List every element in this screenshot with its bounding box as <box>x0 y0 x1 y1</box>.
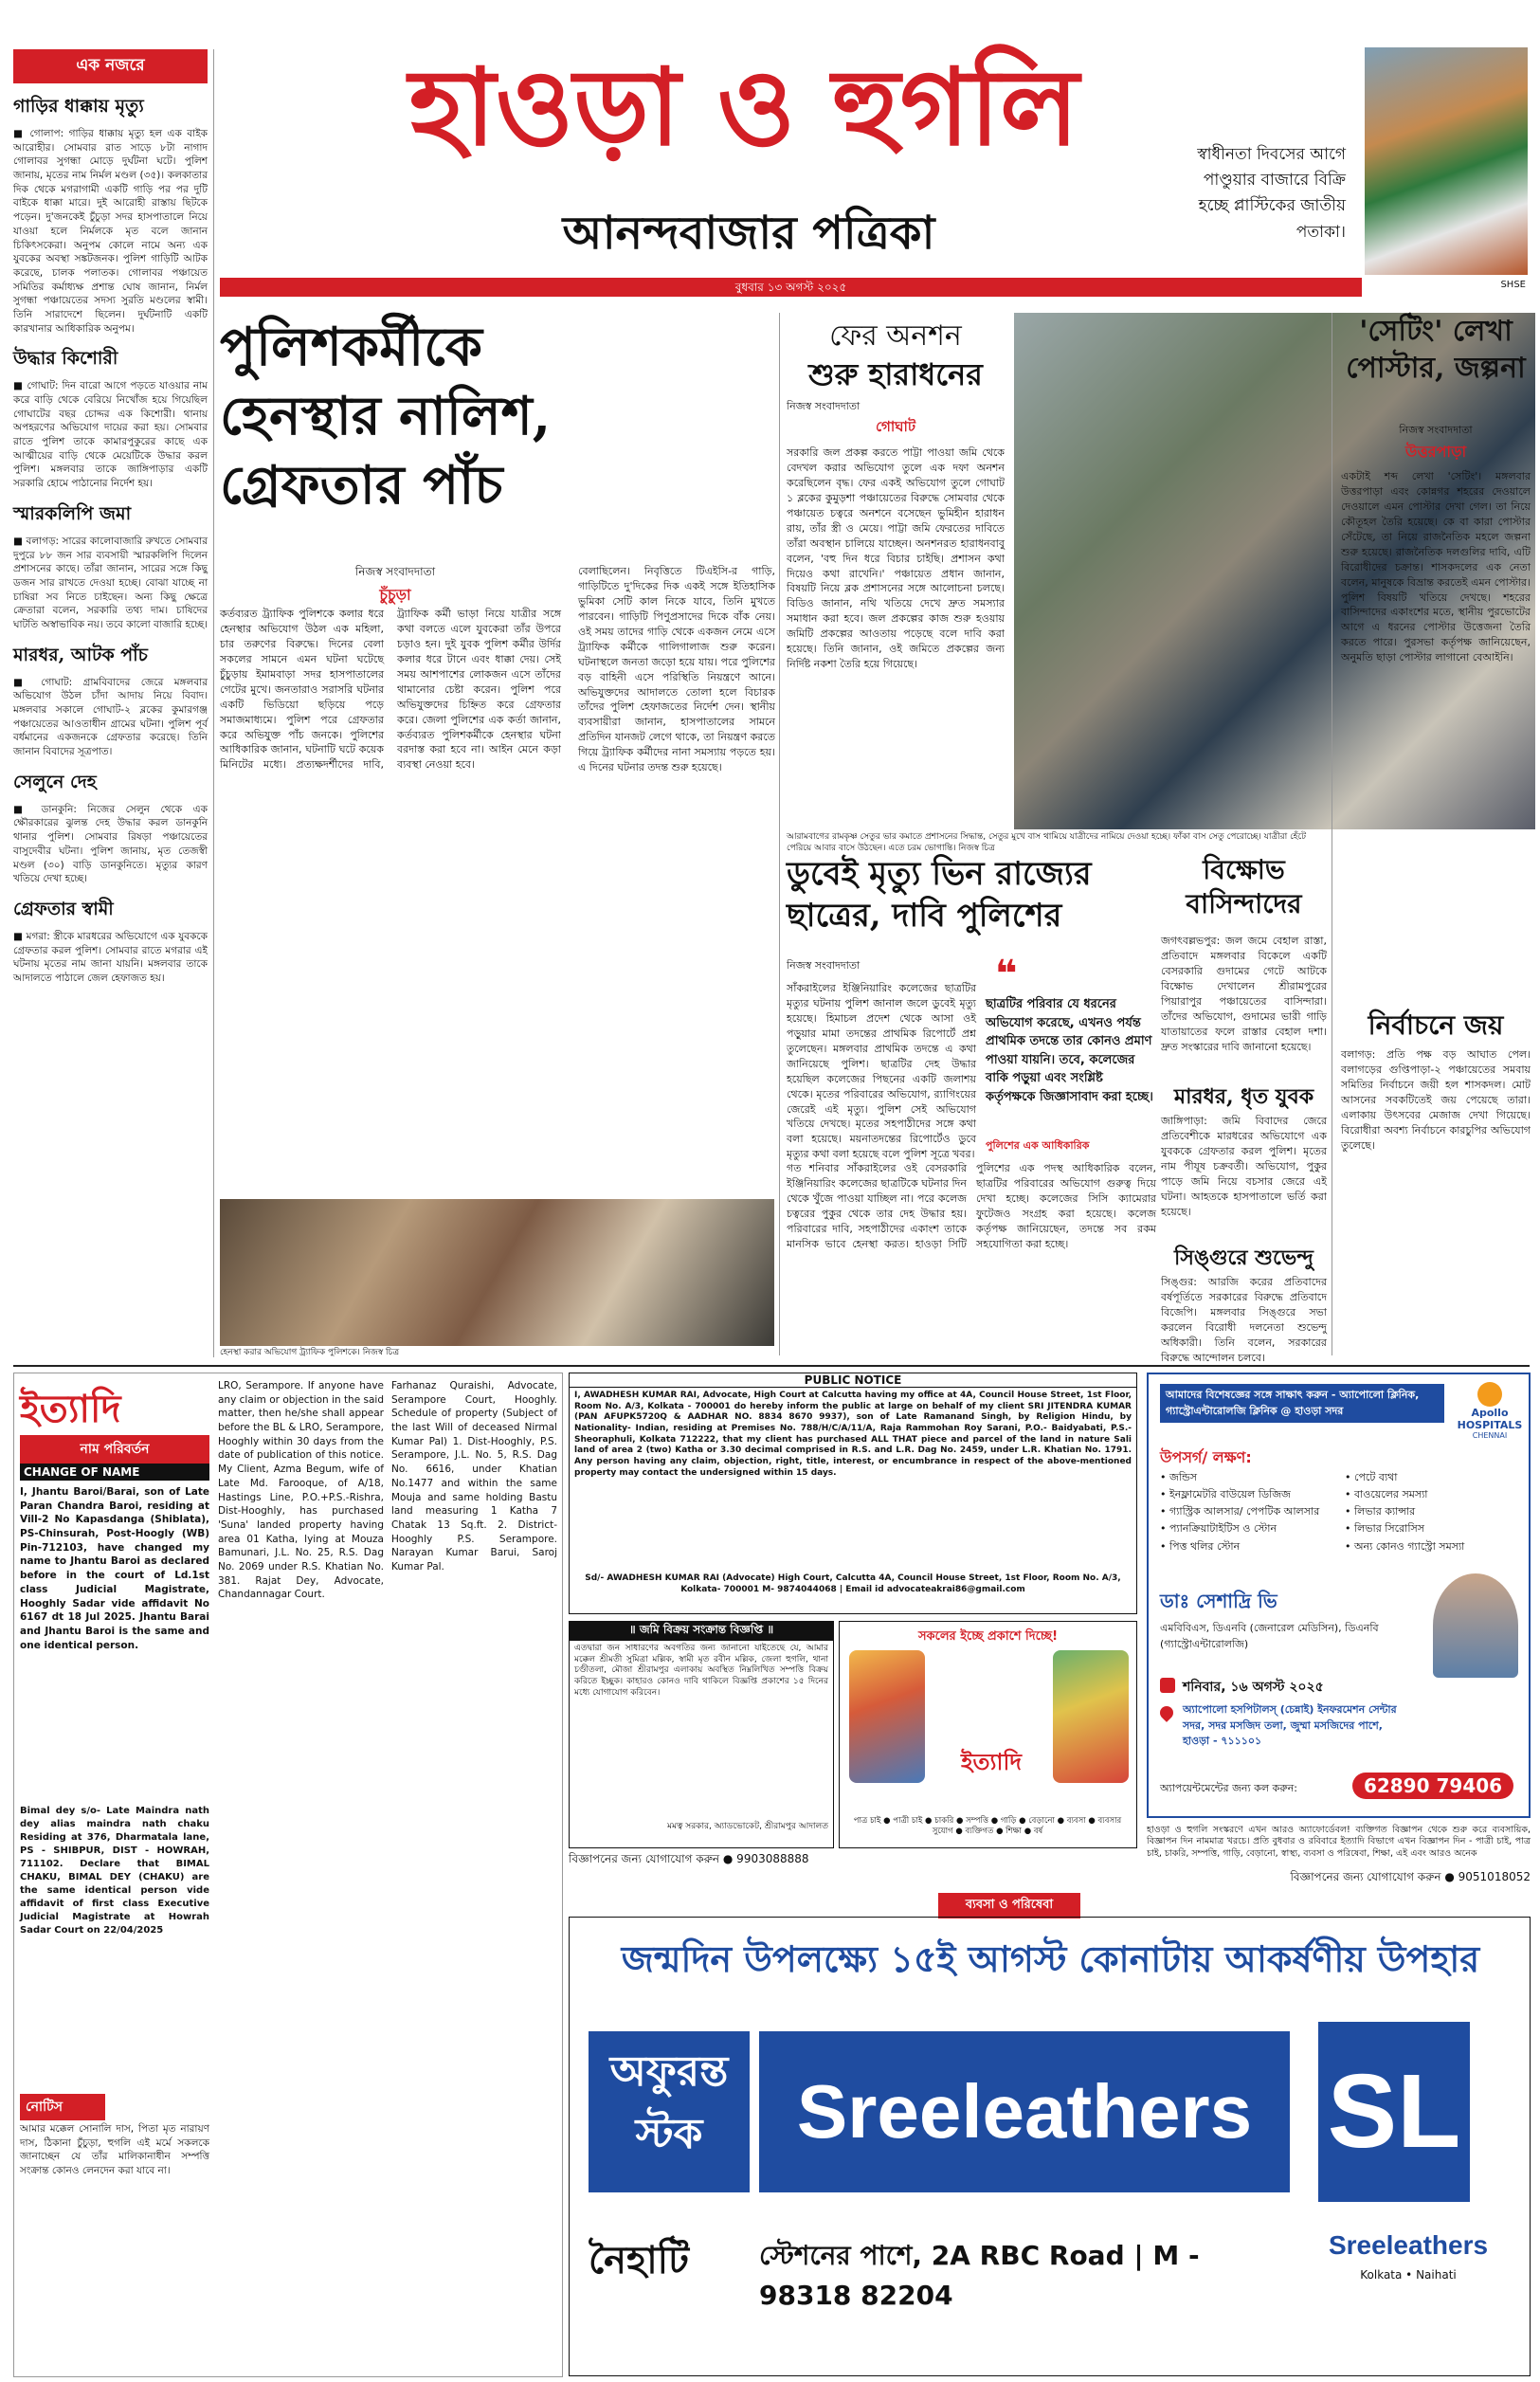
sreeleathers-logo-icon: SL <box>1318 2022 1470 2202</box>
symptom-item: • বাওয়েলের সমস্যা <box>1345 1488 1428 1501</box>
calendar-icon <box>1160 1678 1175 1693</box>
singur-headline: সিঙ্গুরে শুভেন্দু <box>1174 1246 1314 1270</box>
public-notice-body: I, AWADHESH KUMAR RAI, Advocate, High Court at Calcutta having my office at 4A, Council House Street, 1st Floor, Room No. A/3, Kolkata - 700001 do hereby inform the public at large on behalf of my client SRI JITENDRA KUMAR (PAN AFUPK5720Q & AADHAR NO. 8834 8670 9937), son of Late Ramanand Singh, by Religion Hindu, by Nationality- Indian, residing at Premises No. 788/H/C/A/11/A, Raja Rammohan Roy Sarani, P.O.- Baidyabati, P.S.- Sheoraphuli, Kolkata 712222, that my client has purchased ALL THAT piece and parcel of the land in nature Sali land of area 2 (two) Katha or 3.30 decimal comprised in R.S. and L.R. Dag No. 2459, under L.R. Khatian No. 1791. Any person having any claim, objection, right, title, interest, or encumbrance in respect of the above-mentioned property may contact the undersigned within 15 days. <box>574 1391 1132 1478</box>
apollo-brand: Apollo HOSPITALS <box>1457 1407 1523 1431</box>
divider <box>779 313 780 1355</box>
date-bar <box>220 278 1362 297</box>
sidebar-items <box>13 93 208 986</box>
symptom-item: • লিভার ক্যান্সার <box>1345 1505 1416 1518</box>
sreeleathers-phone: M - 98318 82204 <box>759 2240 1200 2311</box>
change-of-name-title: CHANGE OF NAME <box>20 1464 209 1481</box>
bridge-caption: আরামবাগের রামকৃষ্ণ সেতুর ভার কমাতে প্রশাসনের সিদ্ধান্ত, সেতুর মুখে বাস থামিয়ে যাত্রীদের নামিয়ে দেওয়া হচ্ছে। ফাঁকা বাস সেতু পেরোচ্ছে। যাত্রীরা হেঁটে পেরিয়ে আবার বাসে উঠছেন। এতে চরম ভোগান্তি। নিজস্ব চিত্র <box>787 832 1307 853</box>
apollo-symptoms-title: উপসর্গ/ লক্ষণ: <box>1160 1448 1252 1466</box>
symptom-item: • লিভার সিরোসিস <box>1345 1522 1425 1536</box>
dateline: গোঘাট <box>875 418 916 435</box>
etc-ad-headline: সকলের ইচ্ছে প্রকাশে দিচ্ছে! <box>917 1629 1059 1644</box>
land-notice-sign: মমত্ব সরকার, অ্যাডভোকেট, শ্রীরামপুর আদালত <box>667 1822 828 1831</box>
public-notice-sign: Sd/- AWADHESH KUMAR RAI (Advocate) High Court, Calcutta 4A, Council House Street, 1st Floor, Room No. A/3, Kolkata- 700001 M- 9874044068 | Email id advocateakrai86@gmail.com <box>585 1573 1121 1594</box>
sidebar-item-body: ■ গোলাপ: গাড়ির ধাক্কায় মৃত্যু হল এক বাইক আরোহীর। সোমবার রাত সাড়ে ৮টা নাগাদ গোলাবর সুগন্ধা মোড়ে দুর্ঘটনা ঘটে। পুলিশ জানায়, মৃতের নাম নির্মল মণ্ডল (৩৫)। কলকাতার দিক থেকে মগরাগামী একটি গাড়ি পর পর দুটি বাইকে ধাক্কা মারে। দুই আরোহী রাস্তায় ছিটকে পড়েন। দু'জনকেই চুঁচুড়া সদর হাসপাতালে নিয়ে যাওয়া হলে নির্মলকে মৃত বলে জানান চিকিৎসকেরা। অনুপম কোলে নামে অন্য এক যুবকের অবস্থা সঙ্কটজনক। পুলিশ গাড়িটি আটক করেছে, চালক পলাতক। গোলাবর পঞ্চায়েত সমিতির কর্মাধ্যক্ষ প্রশান্ত ঘোষ জানান, নির্মল সুগন্ধা পঞ্চায়েতের সদস্য সুরতি মণ্ডলের স্বামী। তিনি সারাদেশে ছিলেন। দুর্ঘটনাটি একটি কারখানার আধিকারিক অনুপম। <box>13 128 208 335</box>
apollo-brand-city: CHENNAI <box>1472 1431 1508 1440</box>
poster-headline: 'সেটিং' লেখা পোস্টার, জল্পনা <box>1346 315 1526 385</box>
sidebar-item-title: সেলুনে দেহ <box>13 771 97 792</box>
land-notice <box>569 1621 834 1848</box>
sreeleathers-cities: Kolkata • Naihati <box>1360 2268 1457 2282</box>
poster-byline-block <box>1341 422 1531 465</box>
lead-headline: পুলিশকর্মীকে হেনস্থার নালিশ, গ্রেফতার পাঁচ <box>220 316 552 517</box>
classified-col-3: Farhanaz Quraishi, Advocate, Serampore Court, Hooghly. Schedule of property (Subject of the last Will of deceased Nirmal Kumar Pal) 1. Dist-Hooghly, P.S. Serampore, J.L. No. 5, R.S. Dag No. 6616, under Khatian No.1477 and within the same Mouja and same holding Bastu land measuring 1 Katha 7 Chatak 13 Sq.ft. 2. District-Hooghly P.S. Serampore. Narayan Kumar Barui, Saroj Kumar Pal. <box>391 1380 557 1573</box>
masthead-teaser: স্বাধীনতা দিবসের আগে পাণ্ডুয়ার বাজারে বিক্রি হচ্ছে প্লাস্টিকের জাতীয় পতাকা। <box>1197 145 1346 242</box>
etc-ad-illustration-2 <box>1053 1650 1129 1783</box>
death-body-2: গত শনিবার সাঁকরাইলের ওই বেসরকারি ইঞ্জিনিয়ারিং কলেজের ছাত্রটিকে ঘটনার দিন থেকে খুঁজে পাওয়া যাচ্ছিল না। পরে কলেজ চত্বরের পুকুর থেকে তার দেহ উদ্ধার হয়। পরিবারের দাবি, সহপাঠীদের একাংশ তাকে মানসিক ভাবে হেনস্থা করত। হাওড়া সিটি পুলিশের এক পদস্থ আধিকারিক বলেন, ছাত্রটির পরিবারের অভিযোগ গুরুত্ব দিয়ে দেখা হচ্ছে। কলেজের সিসি ক্যামেরার ফুটেজও সংগ্রহ করা হয়েছে। কলেজ কর্তৃপক্ষ জানিয়েছেন, তদন্তে সব রকম সহযোগিতা করা হচ্ছে। <box>787 1162 1156 1250</box>
etc-promo-ad <box>839 1621 1137 1848</box>
sidebar-header: এক নজরে <box>13 49 208 83</box>
apollo-logo-icon <box>1477 1382 1502 1407</box>
divider <box>213 49 214 1357</box>
sidebar-item-title: মারধর, আটক পাঁচ <box>13 644 148 665</box>
sidebar-item-body: ■ মগরা: স্ত্রীকে মারধরের অভিযোগে এক যুবককে গ্রেফতার করল পুলিশ। সোমবার রাতে মগরার এই ঘটনায় মৃতের নাম জানা যায়নি। মঙ্গলবার তাকে আদালতে পাঠালে জেল হেফাজত হয়। <box>13 930 208 984</box>
symptom-item: • জন্ডিস <box>1160 1471 1198 1483</box>
classified-promo <box>1147 1825 1531 1867</box>
etc-ad-brand: ইত্যাদি <box>961 1748 1022 1775</box>
sreeleathers-brand: Sreeleathers <box>759 2031 1290 2192</box>
doctor-photo <box>1433 1573 1518 1678</box>
byline: নিজস্ব সংবাদদাতা <box>1399 424 1473 436</box>
location-icon <box>1157 1703 1176 1722</box>
lead-caption: হেনস্থা করার অভিযোগ ট্র্যাফিক পুলিশকে। নিজস্ব চিত্র <box>220 1348 400 1357</box>
hunger-body: সরকারি জল প্রকল্প করতে পাট্টা পাওয়া জমি থেকে বেদখল করার অভিযোগ তুলে এক দফা অনশন করেছিলেন বৃদ্ধ। ফের একই অভিযোগ তুলে গোঘাট ১ ব্লকের কুমুড়শা পঞ্চায়েতের বিরুদ্ধে সোমবার থেকে পঞ্চায়েত চত্বরে অনশনে বসেছেন ভুমিহীন হারাধন রায়, তাঁর স্ত্রী ও মেয়ে। পাট্টা জমি ফেরতের দাবিতে তাঁরা অবস্থান চালিয়ে যাচ্ছেন। অনশনরত হারাধনবাবু বলেন, 'বহু দিন ধরে বিচার চাইছি। প্রশাসন কথা দিয়েও কথা রাখেনি।' পঞ্চায়েত প্রধান জানান, বিষয়টি নিয়ে ব্লক প্রশাসনের সঙ্গে আলোচনা চলছে। বিডিও জানান, নথি খতিয়ে দেখে দ্রুত সমস্যার সমাধান করা হবে। জল প্রকল্পের কাজ শুরু হওয়ায় জমিটি প্রকল্পের আওতায় পড়েছে বলে দাবি করা হয়েছে। তিনি জানান, ওই জমিতে প্রকল্পের জন্য নির্দিষ্ট নকশা তৈরি হয়ে গিয়েছে। <box>787 446 1005 671</box>
lead-byline <box>220 564 571 609</box>
protest-body: জগৎবল্লভপুর: জল জমে বেহাল রাস্তা, প্রতিবাদে মঙ্গলবার বিকেলে একটি বেসরকারি গুদামের গেটে আটকে বিক্ষোভ দেখালেন শ্রীরামপুরের পিয়ারাপুর পঞ্চায়েতের বাসিন্দারা। তাঁদের অভিযোগ, গুদামের ভারী গাড়ি যাতায়াতের ফলে রাস্তার বেহাল দশা। দ্রুত সংস্কারের দাবি জানানো হয়েছে। <box>1161 935 1327 1053</box>
land-notice-contact: বিজ্ঞাপনের জন্য যোগাযোগ করুন ● 9903088888 <box>569 1852 809 1865</box>
etc-ad-illustration <box>849 1650 925 1783</box>
sreeleathers-logo-text: Sreeleathers <box>1328 2230 1489 2260</box>
hunger-byline-block <box>787 398 1005 440</box>
quote-mark-icon: ❝ <box>995 953 1018 996</box>
apollo-venue: অ্যাপোলো হসপিটালস্ (চেন্নাই) ইনফরমেশন সেন্টার সদর, সদর মসজিদ তলা, জুম্মা মসজিদের পাশে, হাওড়া - ৭১১১০১ <box>1183 1703 1397 1747</box>
masthead-publication: আনন্দবাজার পত্রিকা <box>562 207 935 260</box>
masthead-title: হাওড়া ও হুগলি <box>408 45 1079 170</box>
byline: নিজস্ব সংবাদদাতা <box>787 400 861 412</box>
election-headline: নির্বাচনে জয় <box>1368 1009 1504 1041</box>
change-of-name-1: I, Jhantu Baroi/Barai, son of Late Paran Chandra Baroi, residing at Vill-2 No Kapasdanga (Shiblata), PS-Chinsurah, Post-Hoogly (WB) Pin-712103, have changed my name to Jhantu Baroi as declared before in the court of Ld.1st class Judicial Magistrate, Hooghly Sadar vide affidavit No 6167 dt 18 Jul 2025. Jhantu Barai and Jhantu Baroi is the same and one identical person. <box>20 1486 209 1651</box>
public-notice <box>569 1373 1137 1614</box>
symptom-item: • পেটে ব্যথা <box>1345 1471 1398 1483</box>
classified-section: ইত্যাদি <box>20 1387 121 1431</box>
death-quote: ছাত্রটির পরিবার যে ধরনের অভিযোগ করেছে, এখনও পর্যন্ত প্রাথমিক তদন্তে তার কোনও প্রমাণ পাওয়া যায়নি। তবে, কলেজের বাকি পড়ুয়া এবং সংশ্লিষ্ট কর্তৃপক্ষকে জিজ্ঞাসাবাদ করা হচ্ছে। <box>986 997 1153 1104</box>
hunger-kicker: ফের অনশন <box>829 319 962 353</box>
etc-ad-footer: পাত্র চাই ● পাত্রী চাই ● চাকরি ● সম্পত্তি ● গাড়ি ● বেড়ানো ● ব্যবসা ● ব্যবসার সুযোগ ● ব্যক্তিগত ● শিক্ষা ● বর্ষ <box>853 1816 1122 1837</box>
doctor-credentials: এমবিবিএস, ডিএনবি (জেনারেল মেডিসিন), ডিএনবি (গ্যাস্ট্রোএন্টারোলজি) <box>1160 1622 1379 1650</box>
doctor-name: ডাঃ সেশাদ্রি ভি <box>1160 1590 1277 1612</box>
apollo-ad <box>1147 1373 1531 1818</box>
sreeleathers-ad <box>569 1917 1531 2376</box>
hunger-headline: শুরু হারাধনের <box>808 356 983 392</box>
apollo-schedule: শনিবার, ১৬ অগস্ট ২০২৫ <box>1183 1680 1324 1695</box>
address-text: স্টেশনের পাশে, 2A RBC Road <box>759 2240 1125 2271</box>
sreeleathers-location: নৈহাটি <box>589 2238 689 2282</box>
classifieds <box>13 1373 563 2377</box>
apollo-phone-label: অ্যাপয়েন্টমেন্টের জন্য কল করুন: <box>1160 1782 1297 1794</box>
symptom-item: • গ্যাস্ট্রিক আলসার/ পেপটিক আলসার <box>1160 1505 1320 1518</box>
apollo-phone: 62890 79406 <box>1352 1773 1513 1799</box>
change-of-name-2: Bimal dey s/o- Late Maindra nath dey alias maindra nath chaku Residing at 376, Dharmatala lane, PS - SHIBPUR, DIST - HOWRAH, 711102. Declare that BIMAL CHAKU, BIMAL DEY (CHAKU) are the same identical person vide affidavit of first class Executive Judicial Magistrate at Howrah Sadar Court on 22/04/2025 <box>20 1806 209 1936</box>
teaser-photo <box>1365 47 1528 275</box>
issue-date: বুধবার ১৩ অগস্ট ২০২৫ <box>734 281 847 294</box>
death-quote-source: পুলিশের এক আধিকারিক <box>986 1139 1090 1152</box>
divider <box>13 1365 1530 1367</box>
sidebar-item-body: ■ ডানকুনি: নিজের সেলুন থেকে এক ক্ষৌরকারের ঝুলন্ত দেহ উদ্ধার করল ডানকুনি থানার পুলিশ। সোমবার রিষড়া পঞ্চায়েতের বাসুদেবীর ঘটনা। পুলিশ জানায়, মৃত তেজস্বী মণ্ডল (৩০) বাড়ি ডানকুনিতে। মৃত্যুর কারণ খতিয়ে দেখা হচ্ছে। <box>13 803 208 885</box>
sidebar <box>13 49 208 1372</box>
sidebar-item-body: ■ গোঘাট: গ্রামবিবাদের জেরে মঙ্গলবার অভিযোগ উঠল চাঁদা আদায় নিয়ে বিবাদ। মঙ্গলবার সকালে গোঘাট-২ ব্লকের কুমারগঞ্জ পঞ্চায়েতের আওতাধীন গ্রামের ঘটনা। পুলিশ পূর্ব বর্ধমানের একজনকে গ্রেফতার করেছে। তিনি জানান বিবাদের সূত্রপাত। <box>13 676 208 758</box>
business-section-label: ব্যবসা ও পরিষেবা <box>938 1893 1080 1918</box>
edition-code: SHSE <box>1500 280 1526 290</box>
sidebar-item-title: গ্রেফতার স্বামী <box>13 898 114 919</box>
symptom-item: • অন্য কোনও গ্যাস্ট্রো সমস্যা <box>1345 1539 1465 1553</box>
sreeleathers-headline: জন্মদিন উপলক্ষ্যে ১৫ই আগস্ট কোনাটায় আকর্ষণীয় উপহার <box>621 1937 1480 1980</box>
apollo-symptoms <box>1160 1469 1520 1573</box>
assault-body: জাঙ্গিপাড়া: জমি বিবাদের জেরে প্রতিবেশীকে মারধরের অভিযোগে এক যুবককে গ্রেফতার করল পুলিশ। মৃতের নাম পীযূষ চক্রবর্তী। অভিযোগ, পুকুর পাড়ে জমি নিয়ে বচসার জেরে এই ঘটনা। আহতকে হাসপাতালে ভর্তি করা হয়েছে। <box>1161 1115 1327 1218</box>
byline: নিজস্ব সংবাদদাতা <box>354 565 436 578</box>
sidebar-item-title: স্মারকলিপি জমা <box>13 502 132 524</box>
sidebar-item-body: ■ গোঘাট: দিন বারো আগে পড়তে যাওয়ার নাম করে বাড়ি থেকে বেরিয়ে নিখোঁজ হয়ে গিয়েছিল গোঘাটের বছর চোদ্দর এক কিশোরী। থানায় অপহরণের অভিযোগ দায়ের করা হয়। সোমবার রাতে পুলিশ তাকে কামারপুকুরের কাছে এক আত্মীয়ের বাড়ি থেকে মেয়েটিকে উদ্ধার করল পুলিশ। মঙ্গলবার তাকে জাঙ্গিপাড়ার একটি সরকারি হোমে পাঠানোর নির্দেশ হয়। <box>13 380 208 490</box>
public-notice-title: PUBLIC NOTICE <box>570 1373 1136 1388</box>
sreeleathers-address: স্টেশনের পাশে, 2A RBC Road | M - 98318 82204 <box>759 2240 1200 2311</box>
lead-body-2: বেলাছিলেন। নিবৃত্তিতে টিএইসি-র গাড়ি, গাড়িটিতে দু'দিকের দিক একই সঙ্গে ইতিহাসিক ভুমিকা সেটি কাল নিকে যাবে, তিনি মুখতে পারবেন। গাড়িটি পিণুপ্রসাদের দিকে বাঁক নেয়। ওই সময় তাদের গাড়ি থেকে একজন নেমে এসে ট্র্যাফিক কর্মীকে গালিগালাজ শুরু করেন। ঘটনাস্থলে জনতা জড়ো হয়ে যায়। পরে পুলিশের বড় বাহিনী এসে পরিস্থিতি নিয়ন্ত্রণে আনে। অভিযুক্তদের আদালতে তোলা হলে বিচারক তাঁদের পুলিশ হেফাজতের নির্দেশ দেন। স্থানীয় ব্যবসায়ীরা জানান, হাসপাতালের সামনে প্রতিদিন যানজট লেগে থাকে, তা নিয়ন্ত্রণ করতে গিয়ে ট্র্যাফিক কর্মীদের নানা সমস্যায় পড়তে হয়। এ দিনের ঘটনার তদন্ত শুরু হয়েছে। <box>578 565 775 774</box>
land-notice-title: ॥ জমি বিক্রয় সংক্রান্ত বিজ্ঞপ্তি ॥ <box>570 1622 833 1641</box>
dateline: উত্তরপাড়া <box>1404 443 1467 461</box>
election-body: বলাগড়: প্রতি পক্ষ বড় আঘাত পেল। বলাগড়ের গুপ্তিপাড়া-২ পঞ্চায়েতের সমবায় সমিতির নির্বাচনে জয়ী হল শাসকদল। মোট আসনের সবকটিতেই জয় পেয়েছে তারা। এলাকায় উৎসবের মেজাজ দেখা গিয়েছে। বিরোধীরা অবশ্য নির্বাচনে কারচুপির অভিযোগ তুলেছে। <box>1341 1048 1531 1152</box>
poster-body: একটাই শব্দ লেখা 'সেটিং'। মঙ্গলবার উত্তরপাড়া এবং কোন্নগর শহরের দেওয়ালে দেওয়ালে এমন পোস্টার দেখা গেল। তা নিয়ে কৌতূহল তৈরি হয়েছে। কে বা কারা পোস্টার সেঁটেছে, তা নিয়ে রাজনৈতিক মহলে জল্পনা শুরু হয়েছে। রাজনৈতিক দলগুলির দাবি, এটি বিরোধীদের চক্রান্ত। শাসকদলের এক নেতা বলেন, মানুষকে বিভ্রান্ত করতেই এমন পোস্টার। পুলিশ বিষয়টি খতিয়ে দেখছে। শহরের বাসিন্দাদের একাংশের মতে, স্থানীয় পুরভোটের আগে এ ধরনের পোস্টার উত্তেজনা তৈরি করতে পারে। পুরসভা কর্তৃপক্ষ জানিয়েছেন, অনুমতি ছাড়া পোস্টার লাগানো বেআইনি। <box>1341 470 1531 664</box>
notice-body: আমার মক্কেল সোনালি দাস, পিতা মৃত নারায়ণ দাস, ঠিকানা চুঁচুড়া, হুগলি এই মর্মে সকলকে জানাচ্ছেন যে তাঁর মালিকানাধীন সম্পত্তি সংক্রান্ত কোনও লেনদেন করা যাবে না। <box>20 2123 209 2177</box>
death-body: সাঁকরাইলের ইঞ্জিনিয়ারিং কলেজের ছাত্রটির মৃত্যুর ঘটনায় পুলিশ জানাল জলে ডুবেই মৃত্যু হয়েছে। হিমাচল প্রদেশ থেকে আসা ওই পড়ুয়ার মামা তদন্তের প্রাথমিক রিপোর্টে প্রশ্ন তুলেছেন। মঙ্গলবার প্রাথমিক তদন্তে এ কথা জানিয়েছে পুলিশ। ছাত্রটির দেহ উদ্ধার হয়েছিল কলেজের পিছনের একটি জলাশয় থেকে। মৃতের পরিবারের অভিযোগ, র‍্যাগিংয়ের জেরেই এই মৃত্যু। পুলিশ সেই অভিযোগ খতিয়ে দেখছে। মৃতের সহপাঠীদের সঙ্গে কথা বলা হয়েছে। ময়নাতদন্তের রিপোর্টেও ডুবে মৃত্যুর কথা বলা হয়েছে বলে পুলিশ সূত্রে খবর। <box>787 982 976 1161</box>
assault-headline: মারধর, ধৃত যুবক <box>1173 1084 1314 1109</box>
promo-contact: বিজ্ঞাপনের জন্য যোগাযোগ করুন ● 9051018052 <box>1290 1870 1531 1883</box>
classified-subsection: নাম পরিবর্তন <box>20 1435 209 1464</box>
symptom-item: • পিত্ত থলির স্টোন <box>1160 1539 1241 1553</box>
sidebar-item-body: ■ বলাগড়: সারের কালোবাজারি রুখতে সোমবার দুপুরে ৮৮ জন সার ব্যবসায়ী স্মারকলিপি দিলেন প্রশাসনের কাছে। তাঁরা জানান, সারের সঙ্গে কিছু ডজন সার রাখতে দেওয়া হচ্ছে। বোঝা যাচ্ছে না চাষিরা সব নিতে চাইছেন। অন্য কিছু ক্ষেত্রে ক্রেতারা বলেন, সরকারি তথ্য দাম। চাষিদের ঘাটতি অস্বাভাবিক নয়। তবে কালো বাজারি হচ্ছে। <box>13 535 208 630</box>
death-headline: ডুবেই মৃত্যু ভিন রাজ্যের ছাত্রের, দাবি পুলিশের <box>787 855 1092 936</box>
land-notice-body: এতদ্বারা জন সাধারণের অবগতির জন্য জানানো যাইতেছে যে, আমার মক্কেল শ্রীমতী সুমিত্রা মল্লিক, স্বামী মৃত রবীন মল্লিক, জেলা হুগলি, থানা চণ্ডীতলা, মৌজা শ্রীরামপুর এলাকায় অবস্থিত নিম্নলিখিত সম্পত্তি বিক্রয় করিতে ইচ্ছুক। কাহারও কোনও দাবি থাকিলে বিজ্ঞপ্তি প্রকাশের ১৫ দিনের মধ্যে যোগাযোগ করিবেন। <box>574 1644 828 1698</box>
singur-body: সিঙ্গুর: আরজি করের প্রতিবাদের বর্ষপূর্তিতে সরকারের বিরুদ্ধে প্রতিবাদে বিজেপি। মঙ্গলবার সিঙ্গুরে সভা করলেন বিরোধী দলনেতা শুভেন্দু অধিকারী। তিনি বলেন, সরকারের বিরুদ্ধে আন্দোলন চলবে। <box>1161 1276 1327 1364</box>
lead-photo <box>220 1199 774 1346</box>
protest-headline: বিক্ষোভ বাসিন্দাদের <box>1186 854 1302 920</box>
classified-col-2: LRO, Serampore. If anyone have any claim or objection in the said matter, then he/she shall appear before the BL & LRO, Serampore, Hooghly within 30 days from the date of publication of this notice. My Client, Azma Begum, wife of Late Md. Farooque, of A/18, Hastings Line, P.O.+P.S.-Rishra, Dist-Hooghly, has purchased 'Suna' landed property having area 01 Katha, lying at Mouza Bamunari, J.L. No. 25, R.S. Dag No. 2069 under R.S. Khatian No. 381. Rajat Dey, Advocate, Chandannagar Court. <box>218 1380 384 1601</box>
death-byline: নিজস্ব সংবাদদাতা <box>787 959 861 972</box>
lead-body: কর্তব্যরত ট্র্যাফিক পুলিশকে কলার ধরে হেনস্থার অভিযোগ উঠল এক মহিলা, চার তরুণের বিরুদ্ধে। দিনের বেলা সকলের সামনে এমন ঘটনা ঘটেছে চুঁচুড়ায় ইমামবাড়া সদর হাসপাতালের গেটের মুখে। জনতারাও সরাসরি ঘটনার একটি ভিডিয়ো ছড়িয়ে পড়ে সমাজমাধ্যমে। পুলিশ পরে গ্রেফতার করে অভিযুক্ত পাঁচ জনকে। পুলিশের আধিকারিক জানান, ঘটনাটি ঘটে কয়েক মিনিটের মধ্যে। প্রত্যক্ষদর্শীদের দাবি, ট্র্যাফিক কর্মী ভাড়া নিয়ে যাত্রীর সঙ্গে কথা বলতে এলে যুবকেরা তাঁর উপরে চড়াও হন। দুই যুবক পুলিশ কর্মীর উর্দির কলার ধরে টানে এবং ধাক্কা দেয়। সেই সময় আশপাশের লোকজন এসে তাঁদের থামানোর চেষ্টা করেন। পুলিশ পরে অভিযুক্তদের চিহ্নিত করে গ্রেফতার করে। জেলা পুলিশের এক কর্তা জানান, কর্তব্যরত পুলিশকর্মীকে হেনস্থার ঘটনা বরদাস্ত করা হবে না। আইন মেনে কড়া ব্যবস্থা নেওয়া হবে। <box>220 608 561 772</box>
sidebar-item-title: উদ্ধার কিশোরী <box>13 348 118 370</box>
symptom-item: • প্যানক্রিয়াটাইটিস ও স্টোন <box>1160 1522 1277 1536</box>
stock-badge: অফুরন্ত স্টক <box>589 2031 750 2192</box>
sidebar-item-title: গাড়ির ধাক্কায় মৃত্যু <box>13 96 144 117</box>
promo-text: হাওড়া ও হুগলি সংস্করণে এখন আরও অ্যাফোর্ডেবল! ব্যক্তিগত বিজ্ঞাপন থেকে শুরু করে ব্যবসায়িক, বিজ্ঞাপন দিন নামমাত্র খরচে। প্রতি বুধবার ও রবিবারে ইত্যাদি বিভাগে এখন বিজ্ঞাপন দিন - পাত্রী চাই, পাত্র চাই, চাকরি, সম্পত্তি, গাড়ি, বেড়ানো, স্বাস্থ্য, ব্যবসা ও পরিষেবা, শিক্ষা, এই এবং আরও অনেক <box>1147 1825 1531 1859</box>
symptom-item: • ইনফ্লামেটরি বাউয়েল ডিজিজ <box>1160 1488 1291 1501</box>
dateline: চুঁচুড়া <box>379 586 411 604</box>
notice-title: নোটিস <box>20 2094 105 2120</box>
apollo-intro: আমাদের বিশেষজ্ঞের সঙ্গে সাক্ষাৎ করুন - অ্যাপোলো ক্লিনিক, গ্যাস্ট্রোএন্টারোলজি ক্লিনিক @ হাওড়া সদর <box>1160 1384 1444 1423</box>
apollo-logo <box>1452 1382 1528 1440</box>
